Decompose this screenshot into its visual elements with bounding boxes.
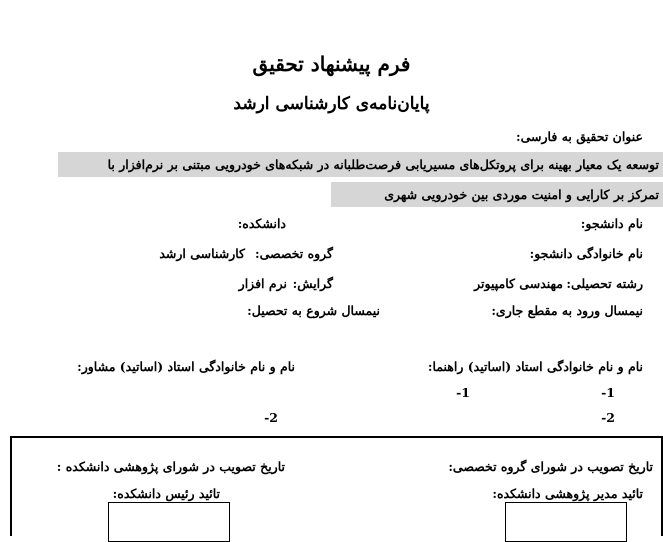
orientation-value: نرم افزار bbox=[238, 276, 287, 291]
group-label: گروه تخصصی: bbox=[254, 246, 333, 261]
dean-signature-box bbox=[108, 502, 230, 542]
supervisor-label: نام و نام خانوادگی استاد (اساتید) راهنما: bbox=[427, 359, 643, 374]
supervisor-item-2: 2- bbox=[601, 410, 615, 425]
form-title: فرم پیشنهاد تحقیق bbox=[252, 52, 411, 76]
major-value: مهندسی کامپیوتر bbox=[474, 276, 563, 291]
faculty-label: دانشکده: bbox=[237, 216, 286, 231]
group-value: کارشناسی ارشد bbox=[159, 246, 245, 261]
faculty-approval-date-label: تاریخ تصویب در شورای پژوهشی دانشکده : bbox=[56, 459, 285, 474]
research-manager-approval-label: تائید مدیر پژوهشی دانشکده: bbox=[492, 486, 643, 501]
dean-approval-label: تائید رئیس دانشکده: bbox=[112, 486, 220, 501]
research-title-line1: توسعه یک معیار بهینه برای پروتکل‌های مسیریابی فرصت‌طلبانه در شبکه‌های خودرویی مبتنی بر نرم‌افزار با bbox=[58, 152, 663, 177]
form-subtitle: پایان‌نامه‌ی کارشناسی ارشد bbox=[233, 94, 430, 114]
major-label: رشته تحصیلی: bbox=[566, 276, 643, 291]
group-approval-date-label: تاریخ تصویب در شورای گروه تخصصی: bbox=[448, 459, 653, 474]
supervisor-item-1: 1- bbox=[601, 385, 615, 400]
research-title-label: عنوان تحقیق به فارسی: bbox=[516, 129, 643, 144]
consultant-label: نام و نام خانوادگی استاد (اساتید) مشاور: bbox=[77, 359, 295, 374]
orientation-label: گرایش: bbox=[292, 276, 333, 291]
consultant-item-2: 2- bbox=[264, 410, 278, 425]
student-family-label: نام خانوادگی دانشجو: bbox=[529, 246, 643, 261]
research-manager-signature-box bbox=[505, 502, 627, 542]
start-semester-label: نیمسال شروع به تحصیل: bbox=[247, 303, 380, 318]
research-title-line2: تمرکز بر کارایی و امنیت موردی بین خودرویی شهری bbox=[331, 182, 663, 207]
consultant-item-1: 1- bbox=[456, 385, 470, 400]
student-name-label: نام دانشجو: bbox=[580, 216, 643, 231]
entry-semester-label: نیمسال ورود به مقطع جاری: bbox=[491, 303, 643, 318]
